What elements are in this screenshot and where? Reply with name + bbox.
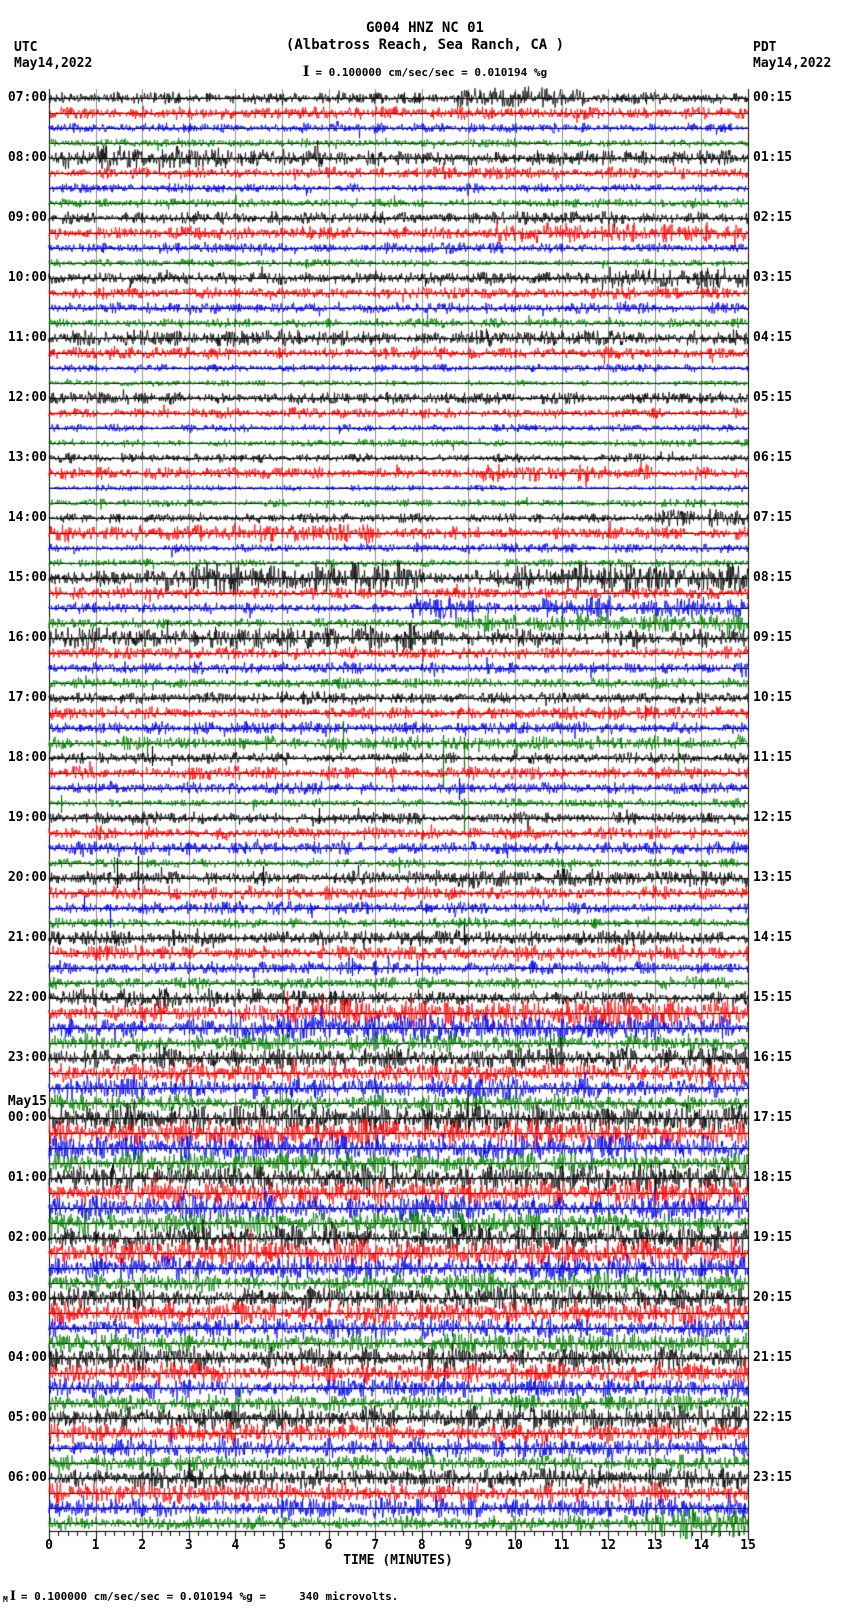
pdt-time-label: 05:15 bbox=[753, 390, 793, 405]
utc-time-label: 06:00 bbox=[7, 1470, 47, 1485]
pdt-time-label: 21:15 bbox=[753, 1350, 793, 1365]
footer-text: = 0.100000 cm/sec/sec = 0.010194 %g = 340 microvolts. bbox=[20, 1590, 399, 1603]
pdt-time-label: 14:15 bbox=[753, 930, 793, 945]
x-tick-label: 4 bbox=[231, 1538, 240, 1553]
pdt-time-label: 09:15 bbox=[753, 630, 793, 645]
utc-time-label: 13:00 bbox=[7, 450, 47, 465]
pdt-time-label: 07:15 bbox=[753, 510, 793, 525]
utc-time-label: 10:00 bbox=[7, 270, 47, 285]
pdt-time-label: 13:15 bbox=[753, 870, 793, 885]
pdt-time-label: 10:15 bbox=[753, 690, 793, 705]
pdt-time-label: 15:15 bbox=[753, 990, 793, 1005]
utc-time-label: 07:00 bbox=[7, 90, 47, 105]
pdt-time-label: 23:15 bbox=[753, 1470, 793, 1485]
utc-time-label: 21:00 bbox=[7, 930, 47, 945]
x-tick-label: 10 bbox=[507, 1538, 523, 1553]
utc-time-label: 22:00 bbox=[7, 990, 47, 1005]
pdt-time-label: 01:15 bbox=[753, 150, 793, 165]
x-tick-label: 9 bbox=[464, 1538, 473, 1553]
date-change-label: May15 bbox=[7, 1094, 47, 1109]
utc-time-label: 01:00 bbox=[7, 1170, 47, 1185]
x-tick-label: 3 bbox=[184, 1538, 193, 1553]
pdt-time-label: 02:15 bbox=[753, 210, 793, 225]
footer-scale-note bbox=[3, 1589, 398, 1604]
utc-time-label: 04:00 bbox=[7, 1350, 47, 1365]
footer-scale-bar-icon: I bbox=[9, 1589, 16, 1604]
pdt-time-label: 04:15 bbox=[753, 330, 793, 345]
x-tick-label: 5 bbox=[278, 1538, 286, 1553]
pdt-time-label: 00:15 bbox=[753, 90, 793, 105]
x-tick-label: 15 bbox=[740, 1538, 756, 1553]
x-tick-label: 11 bbox=[553, 1538, 570, 1553]
pdt-time-label: 18:15 bbox=[753, 1170, 793, 1185]
utc-time-label: 03:00 bbox=[7, 1290, 47, 1305]
utc-time-label: 08:00 bbox=[7, 150, 47, 165]
utc-time-label: 02:00 bbox=[7, 1230, 47, 1245]
x-axis-title: TIME (MINUTES) bbox=[343, 1553, 453, 1568]
utc-time-label: 17:00 bbox=[7, 690, 47, 705]
pdt-time-label: 12:15 bbox=[753, 810, 793, 825]
utc-time-label: 11:00 bbox=[7, 330, 47, 345]
pdt-time-label: 17:15 bbox=[753, 1110, 793, 1125]
x-tick-label: 14 bbox=[693, 1538, 710, 1553]
x-tick-label: 7 bbox=[371, 1538, 380, 1553]
utc-time-label: 05:00 bbox=[7, 1410, 47, 1425]
utc-time-label: 12:00 bbox=[7, 390, 47, 405]
x-tick-label: 0 bbox=[45, 1538, 53, 1553]
x-tick-label: 12 bbox=[600, 1538, 617, 1553]
pdt-time-label: 03:15 bbox=[753, 270, 793, 285]
utc-time-label: 15:00 bbox=[7, 570, 47, 585]
utc-time-label: 20:00 bbox=[7, 870, 47, 885]
utc-time-label: 23:00 bbox=[7, 1050, 47, 1065]
pdt-time-label: 08:15 bbox=[753, 570, 793, 585]
utc-time-label: 19:00 bbox=[7, 810, 47, 825]
footer-prefix: M bbox=[3, 1595, 8, 1604]
utc-time-label: 14:00 bbox=[7, 510, 47, 525]
pdt-time-label: 16:15 bbox=[753, 1050, 793, 1065]
pdt-time-label: 11:15 bbox=[753, 750, 793, 765]
x-tick-label: 1 bbox=[91, 1538, 100, 1553]
x-tick-label: 6 bbox=[324, 1538, 333, 1553]
x-tick-label: 13 bbox=[646, 1538, 663, 1553]
pdt-time-label: 19:15 bbox=[753, 1230, 793, 1245]
pdt-time-label: 20:15 bbox=[753, 1290, 793, 1305]
x-tick-label: 2 bbox=[138, 1538, 147, 1553]
utc-time-label: 16:00 bbox=[7, 630, 47, 645]
utc-time-label: 00:00 bbox=[7, 1110, 47, 1125]
pdt-time-label: 06:15 bbox=[753, 450, 793, 465]
pdt-time-label: 22:15 bbox=[753, 1410, 793, 1425]
utc-time-label: 09:00 bbox=[7, 210, 47, 225]
utc-time-label: 18:00 bbox=[7, 750, 47, 765]
x-tick-label: 8 bbox=[417, 1538, 426, 1553]
